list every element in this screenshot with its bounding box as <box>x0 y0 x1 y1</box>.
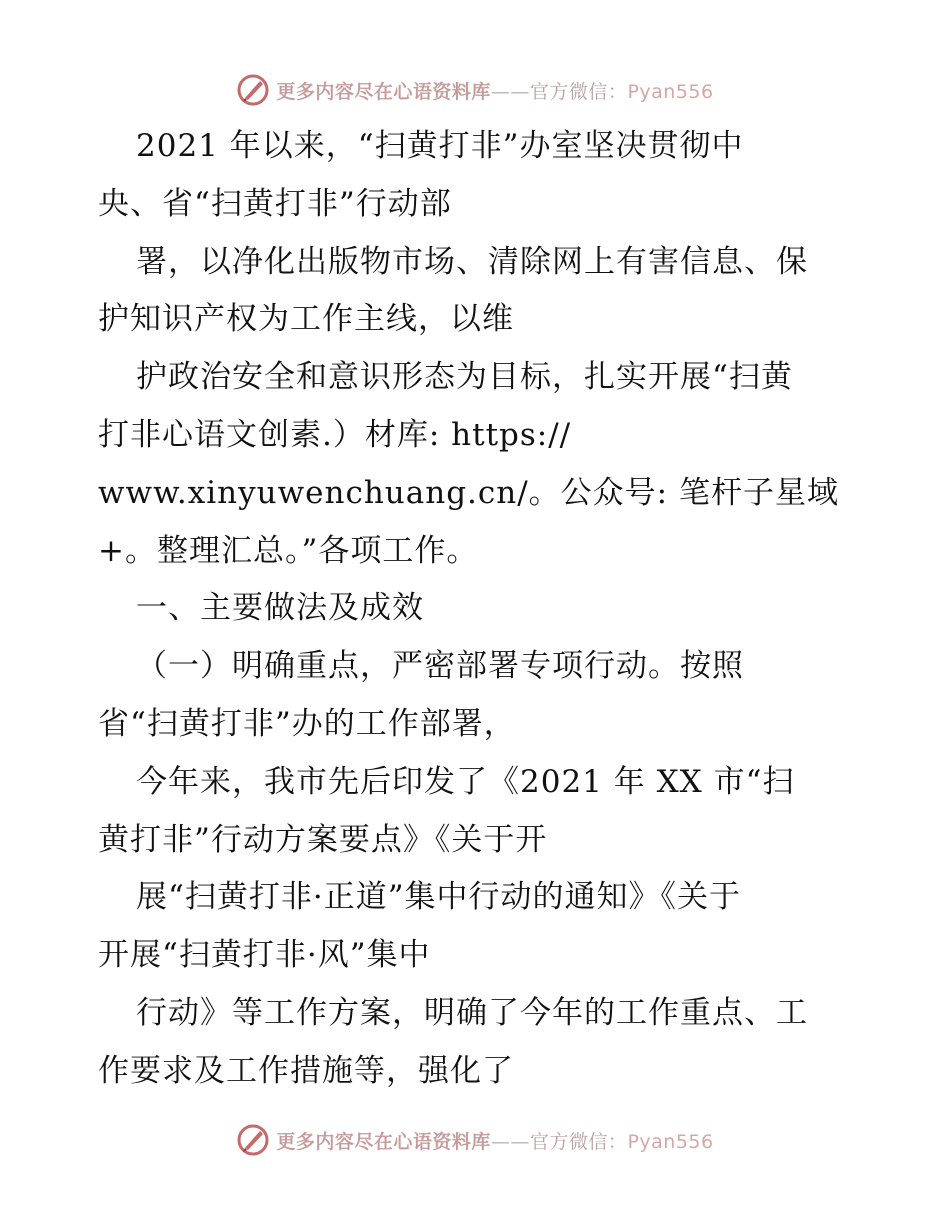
text-line: 今年来，我市先后印发了《2021 年 XX 市“扫 <box>136 763 795 800</box>
text-line: 打非心语文创素.）材库: https:// <box>98 416 572 453</box>
quill-pen-logo-icon <box>236 1123 270 1157</box>
footer-banner-title: 更多内容尽在心语资料库 <box>276 1130 491 1153</box>
subsection-heading: （一）明确重点，严密部署专项行动。按照 <box>136 648 744 685</box>
header-banner <box>0 70 950 110</box>
text-line: www.xinyuwenchuang.cn/。公众号: 笔杆子星域 <box>98 474 839 511</box>
text-line: +。整理汇总。”各项工作。 <box>98 532 479 569</box>
footer-wechat-id: Pyan556 <box>627 1130 714 1153</box>
section-heading: 一、主要做法及成效 <box>136 590 424 627</box>
text-line: 护政治安全和意识形态为目标，扎实开展“扫黄 <box>136 359 793 396</box>
text-line: 护知识产权为工作主线，以维 <box>98 301 514 338</box>
header-wechat-label: 官方微信： <box>529 80 628 103</box>
header-banner-title: 更多内容尽在心语资料库 <box>276 80 491 103</box>
text-line: 省“扫黄打非”办的工作部署， <box>98 705 516 742</box>
header-banner-text <box>276 77 713 104</box>
text-line: 开展“扫黄打非·风”集中 <box>98 937 431 974</box>
footer-wechat-label: 官方微信： <box>529 1130 628 1153</box>
document-body <box>98 118 858 1101</box>
text-line: 黄打非”行动方案要点》《关于开 <box>98 821 548 858</box>
quill-pen-logo-icon <box>236 73 270 107</box>
footer-banner <box>0 1120 950 1160</box>
text-line: 2021 年以来，“扫黄打非”办室坚决贯彻中 <box>136 128 744 164</box>
text-line: 作要求及工作措施等，强化了 <box>98 1052 514 1089</box>
text-line: 央、省“扫黄打非”行动部 <box>98 185 452 222</box>
text-line: 署，以净化出版物市场、清除网上有害信息、保 <box>136 243 808 280</box>
text-line: 展“扫黄打非·正道”集中行动的通知》《关于 <box>136 879 742 916</box>
footer-banner-separator: —— <box>490 1130 530 1153</box>
footer-banner-text <box>276 1127 713 1154</box>
header-banner-separator: —— <box>490 80 530 103</box>
header-wechat-id: Pyan556 <box>627 80 714 103</box>
text-line: 行动》等工作方案，明确了今年的工作重点、工 <box>136 994 808 1031</box>
